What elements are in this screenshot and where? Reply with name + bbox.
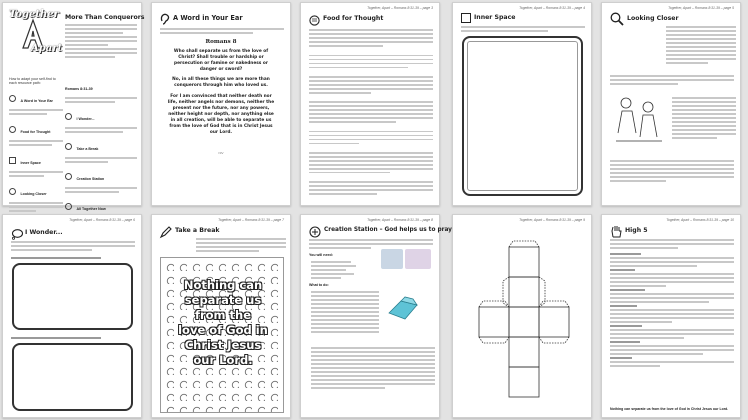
cube-photo-2 — [405, 249, 431, 269]
thought-bubble-icon — [11, 227, 23, 238]
body-text-bottom — [610, 158, 734, 184]
together-apart-logo — [9, 9, 63, 69]
craft-icon — [309, 225, 321, 237]
verse-reference: Romans 8 — [205, 39, 237, 45]
verse-line: present nor the future, nor any powers, — [172, 105, 270, 111]
verse-line: Who shall separate us from the love of — [173, 49, 269, 54]
page-header: Together, Apart – Romans 8:31-39 – page 7 — [218, 218, 284, 222]
page-title: Looking Closer — [627, 15, 679, 22]
section-title: Looking Closer — [20, 191, 47, 196]
page-header: Together, Apart – Romans 8:31-39 – page 6 — [69, 218, 135, 222]
col-text — [65, 22, 137, 72]
page-header: Together, Apart – Romans 8:31-39 – page 8 — [367, 218, 433, 222]
intro-text — [610, 237, 734, 251]
intro-text — [196, 236, 286, 254]
body-text — [309, 27, 433, 201]
verse-line: neither height nor depth, nor anything else — [168, 111, 274, 117]
verse-line: persecution or famine or nakedness or — [174, 61, 268, 67]
list-heading: You will need: — [309, 253, 333, 257]
logo-word-apart: Apart — [31, 43, 63, 54]
steps-list-2 — [311, 345, 435, 391]
page-10[interactable] — [601, 214, 741, 418]
art-line: from the — [194, 308, 252, 322]
art-text-block — [177, 278, 269, 368]
verse-footnote: NIV — [218, 151, 224, 155]
section-title: Inner Space — [20, 160, 41, 165]
art-line: our Lord. — [193, 353, 253, 367]
list-heading-2: What to do: — [309, 283, 329, 287]
verse-line: life, neither angels nor demons, neither the — [167, 99, 275, 105]
page-title: Take a Break — [175, 227, 220, 234]
page-9[interactable] — [452, 214, 592, 418]
writing-box-2[interactable] — [12, 343, 133, 411]
verse-text — [162, 49, 280, 136]
section-title: Romans 8:31-39 — [65, 87, 93, 91]
cube-photo-3 — [383, 295, 423, 323]
left-section-list — [9, 89, 63, 217]
page-7[interactable] — [151, 214, 291, 418]
craft-icon — [65, 173, 72, 180]
page-title: Food for Thought — [323, 15, 384, 22]
verse-line: danger or sword? — [199, 67, 243, 73]
page-6[interactable] — [2, 214, 142, 418]
page-title: Creation Station – God helps us to pray — [324, 227, 452, 233]
col-title: More Than Conquerors — [65, 14, 145, 21]
verse-line: For I am convinced that neither death nor — [170, 93, 272, 99]
page-title: High 5 — [625, 227, 648, 234]
intro-text — [160, 26, 284, 36]
logo-word-together: Together — [9, 9, 59, 20]
section-title: Food for Thought — [20, 129, 51, 134]
art-line: Christ Jesus — [184, 338, 262, 352]
intro-text — [461, 24, 585, 34]
magnifier-icon — [610, 12, 624, 26]
page-title: Inner Space — [474, 14, 516, 21]
section-title: I Wonder... — [76, 116, 95, 121]
art-line: separate us — [184, 293, 262, 307]
cube-photo-1 — [381, 249, 403, 269]
section-title: Creation Station — [76, 176, 105, 181]
body-text-right — [672, 95, 736, 141]
colouring-art[interactable] — [160, 257, 284, 413]
page-header: Together, Apart – Romans 8:31-39 – page 3 — [367, 6, 433, 10]
box-caption-2 — [11, 335, 101, 341]
section-title: Take a Break — [76, 146, 99, 151]
people-icon — [65, 203, 72, 210]
food-icon — [309, 13, 320, 24]
space-icon — [9, 157, 16, 164]
pencil-icon — [65, 143, 72, 150]
page-1[interactable] — [2, 2, 145, 211]
page-title: I Wonder... — [25, 229, 63, 236]
box-caption-1 — [11, 255, 101, 261]
page-title: A Word in Your Ear — [173, 14, 243, 22]
closing-line: Nothing can separate us from the love of God in Christ Jesus our Lord. — [610, 407, 729, 411]
art-line: love of God in — [178, 323, 268, 337]
intro-text — [11, 239, 135, 253]
section-title: A Word in Your Ear — [20, 99, 53, 103]
steps-list — [311, 289, 379, 335]
verse-line: No, in all these things we are more than — [172, 77, 270, 83]
page-5[interactable] — [601, 2, 741, 206]
ear-icon — [160, 12, 170, 24]
frame-icon — [461, 13, 471, 23]
page-header: Together, Apart – Romans 8:31-39 – page 4 — [519, 6, 585, 10]
page-header: Together, Apart – Romans 8:31-39 – page 9 — [519, 218, 585, 222]
drawing-frame[interactable] — [462, 36, 583, 196]
food-icon — [9, 126, 16, 133]
ear-icon — [9, 95, 16, 102]
intro-text: How to adapt your self-find to each resource path: — [9, 77, 56, 86]
verse-line: our Lord. — [209, 130, 233, 136]
materials-list — [311, 259, 361, 281]
body-text — [610, 251, 734, 401]
writing-box-1[interactable] — [12, 263, 133, 330]
verse-line: from the love of God that is in Christ Jesus — [169, 124, 273, 130]
magnifier-icon — [9, 188, 16, 195]
question-icon — [65, 113, 72, 120]
pencil-icon — [160, 225, 172, 237]
section-title: All Together Now — [76, 206, 106, 211]
body-text-top — [666, 24, 736, 66]
page-8[interactable] — [300, 214, 452, 418]
verse-line: in all creation, will be able to separate us — [170, 117, 272, 123]
page-header: Together, Apart – Romans 8:31-39 – page 10 — [666, 218, 734, 222]
page-header: Together, Apart – Romans 8:31-39 – page 5 — [668, 6, 734, 10]
art-line: Nothing can — [183, 278, 263, 292]
verse-line: Christ? Shall trouble or hardship or — [178, 55, 264, 61]
page-3[interactable] — [300, 2, 440, 206]
page-4[interactable] — [452, 2, 592, 206]
body-text-left — [610, 73, 734, 87]
verse-line: conquerors through him who loved us. — [174, 83, 268, 89]
cube-net[interactable] — [479, 237, 569, 407]
illustration-figures — [612, 93, 666, 145]
page-2[interactable] — [151, 2, 291, 206]
